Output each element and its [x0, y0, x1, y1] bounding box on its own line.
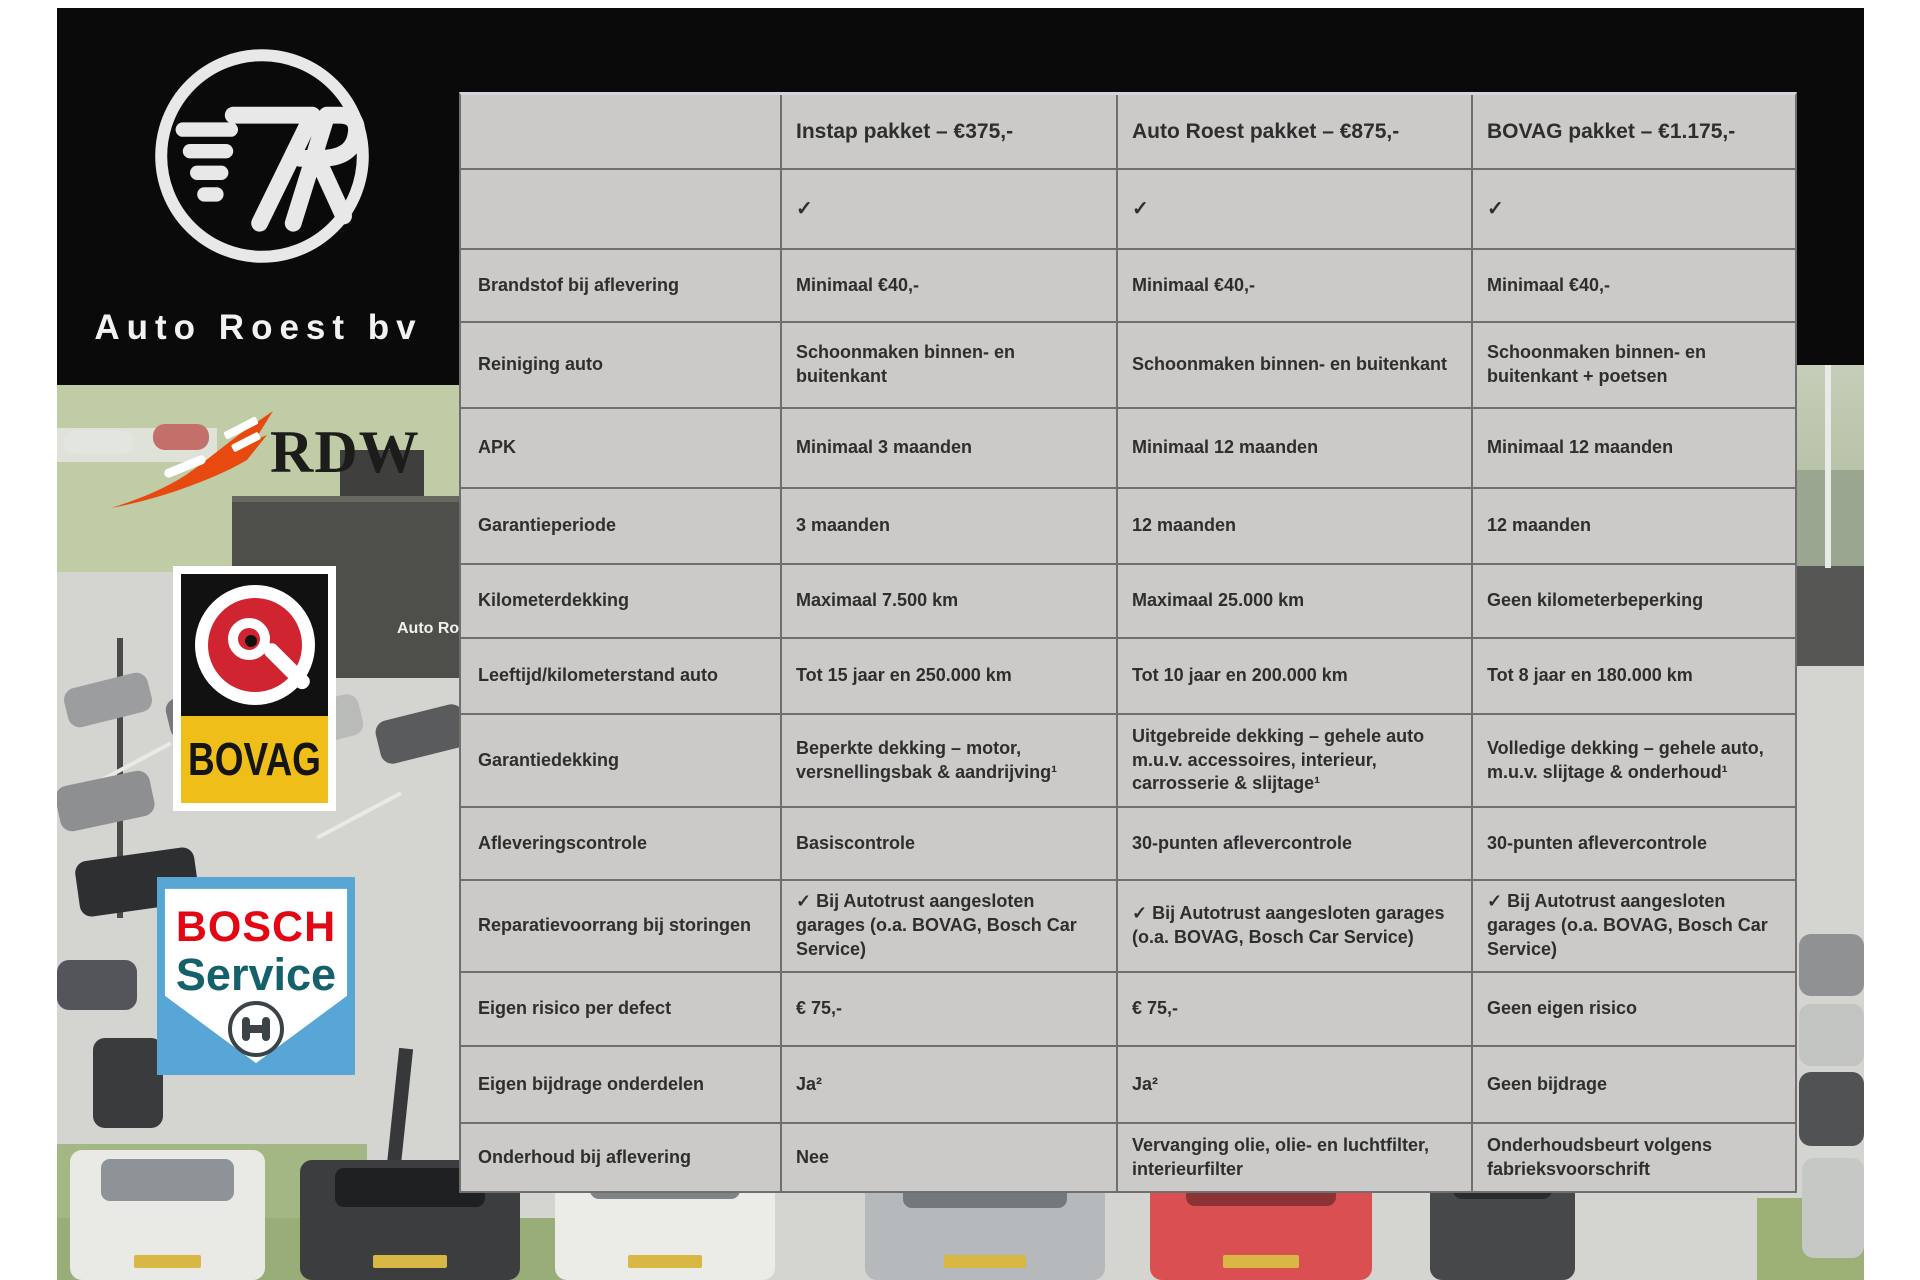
table-row — [461, 487, 1795, 563]
row-label: Brandstof bij aflevering — [478, 274, 680, 295]
table-cell: Vervanging olie, olie- en luchtfilter, interieurfilter — [1116, 1124, 1471, 1191]
table-row — [461, 971, 1795, 1045]
bosch-armature-icon — [226, 999, 286, 1059]
table-cell: Maximaal 7.500 km — [780, 565, 1116, 637]
row-label: APK — [478, 437, 517, 458]
table-cell: ✓ — [780, 170, 1116, 248]
bovag-emblem-icon — [181, 574, 328, 716]
table-cell: Maximaal 25.000 km — [1116, 565, 1471, 637]
table-cell: Onderhoudsbeurt volgens fabrieksvoorschrift — [1471, 1124, 1795, 1191]
table-cell: 30-punten aflevercontrole — [1116, 808, 1471, 879]
photo-car-shape — [1802, 1158, 1864, 1258]
table-cell: Minimaal 12 maanden — [1116, 409, 1471, 487]
table-cell: Ja² — [780, 1047, 1116, 1122]
table-cell: Tot 8 jaar en 180.000 km — [1471, 639, 1795, 713]
bosch-service-logo — [157, 877, 355, 1075]
bovag-logo — [173, 566, 336, 811]
table-cell: Minimaal €40,- — [1471, 250, 1795, 321]
table-row — [461, 321, 1795, 407]
row-label — [461, 170, 780, 248]
table-cell: ✓ Bij Autotrust aangesloten garages (o.a. BOVAG, Bosch Car Service) — [780, 881, 1116, 971]
row-label: Eigen bijdrage onderdelen — [478, 1073, 705, 1094]
photo-car-shape — [1799, 934, 1864, 996]
rdw-logo-text: RDW — [270, 419, 420, 485]
row-label: Reiniging auto — [478, 354, 603, 375]
table-cell: Basiscontrole — [780, 808, 1116, 879]
table-cell: ✓ — [1116, 170, 1471, 248]
table-row — [461, 248, 1795, 321]
table-cell: 30-punten aflevercontrole — [1471, 808, 1795, 879]
table-cell: Geen eigen risico — [1471, 973, 1795, 1045]
row-label: Onderhoud bij aflevering — [478, 1146, 692, 1167]
table-row — [461, 1045, 1795, 1122]
packages-table — [459, 92, 1797, 1193]
photo-pole — [1825, 360, 1831, 568]
table-cell: Nee — [780, 1124, 1116, 1191]
row-label: Reparatievoorrang bij storingen — [478, 915, 752, 936]
table-row — [461, 637, 1795, 713]
corner-cell — [461, 95, 780, 168]
bosch-service-text: Service — [175, 949, 337, 1000]
table-cell: Geen bijdrage — [1471, 1047, 1795, 1122]
table-cell: Ja² — [1116, 1047, 1471, 1122]
table-cell: Beperkte dekking – motor, versnellingsbak & aandrijving¹ — [780, 715, 1116, 806]
photo-car-shape — [61, 670, 154, 730]
table-cell: 12 maanden — [1471, 489, 1795, 563]
table-cell: € 75,- — [1116, 973, 1471, 1045]
table-cell: 12 maanden — [1116, 489, 1471, 563]
photo-car-shape — [70, 1150, 265, 1280]
table-header-row — [461, 95, 1795, 168]
table-cell: Minimaal €40,- — [780, 250, 1116, 321]
table-cell: Geen kilometerbeperking — [1471, 565, 1795, 637]
bovag-label-area — [181, 716, 328, 803]
table-row — [461, 1122, 1795, 1191]
table-cell: € 75,- — [780, 973, 1116, 1045]
bosch-logo-text: BOSCH — [175, 903, 337, 951]
column-header: Auto Roest pakket – €875,- — [1116, 95, 1471, 168]
table-cell: Schoonmaken binnen- en buitenkant — [780, 323, 1116, 407]
photo-car-shape — [57, 960, 137, 1010]
table-row — [461, 879, 1795, 971]
table-cell: 3 maanden — [780, 489, 1116, 563]
photo-building-sign: Auto Ro — [397, 620, 460, 637]
table-cell: ✓ Bij Autotrust aangesloten garages (o.a. BOVAG, Bosch Car Service) — [1116, 881, 1471, 971]
photo-car-shape — [57, 769, 157, 834]
photo-car-shape — [93, 1038, 163, 1128]
row-label: Leeftijd/kilometerstand auto — [478, 665, 719, 686]
bovag-key-dot — [245, 635, 257, 647]
photo-car-shape — [373, 702, 471, 766]
table-cell: Uitgebreide dekking – gehele auto m.u.v. accessoires, interieur, carrosserie & slijtage¹ — [1116, 715, 1471, 806]
row-label: Afleveringscontrole — [478, 832, 648, 853]
row-label: Kilometerdekking — [478, 590, 630, 611]
table-row — [461, 563, 1795, 637]
table-row — [461, 806, 1795, 879]
table-cell: Minimaal 3 maanden — [780, 409, 1116, 487]
column-header: Instap pakket – €375,- — [780, 95, 1116, 168]
table-cell: Schoonmaken binnen- en buitenkant — [1116, 323, 1471, 407]
table-cell: Minimaal €40,- — [1116, 250, 1471, 321]
column-header: BOVAG pakket – €1.175,- — [1471, 95, 1795, 168]
auto-roest-logo-block — [57, 8, 460, 385]
auto-roest-logo-icon — [142, 36, 382, 276]
photo-car-shape — [1799, 1004, 1864, 1066]
table-cell: Tot 10 jaar en 200.000 km — [1116, 639, 1471, 713]
row-label: Eigen risico per defect — [478, 998, 672, 1019]
table-cell: Volledige dekking – gehele auto, m.u.v. slijtage & onderhoud¹ — [1471, 715, 1795, 806]
table-row — [461, 713, 1795, 806]
table-cell: ✓ Bij Autotrust aangesloten garages (o.a. BOVAG, Bosch Car Service) — [1471, 881, 1795, 971]
row-label: Garantieperiode — [478, 515, 617, 536]
table-cell: Minimaal 12 maanden — [1471, 409, 1795, 487]
table-row — [461, 407, 1795, 487]
table-row — [461, 168, 1795, 248]
rdw-logo — [105, 400, 435, 530]
bovag-logo-text: BOVAG — [188, 733, 321, 785]
table-cell: Schoonmaken binnen- en buitenkant + poetsen — [1471, 323, 1795, 407]
photo-car-shape — [1799, 1072, 1864, 1146]
auto-roest-logo-text: Auto Roest bv — [94, 308, 423, 347]
row-label: Garantiedekking — [478, 749, 620, 770]
table-cell: ✓ — [1471, 170, 1795, 248]
table-cell: Tot 15 jaar en 250.000 km — [780, 639, 1116, 713]
